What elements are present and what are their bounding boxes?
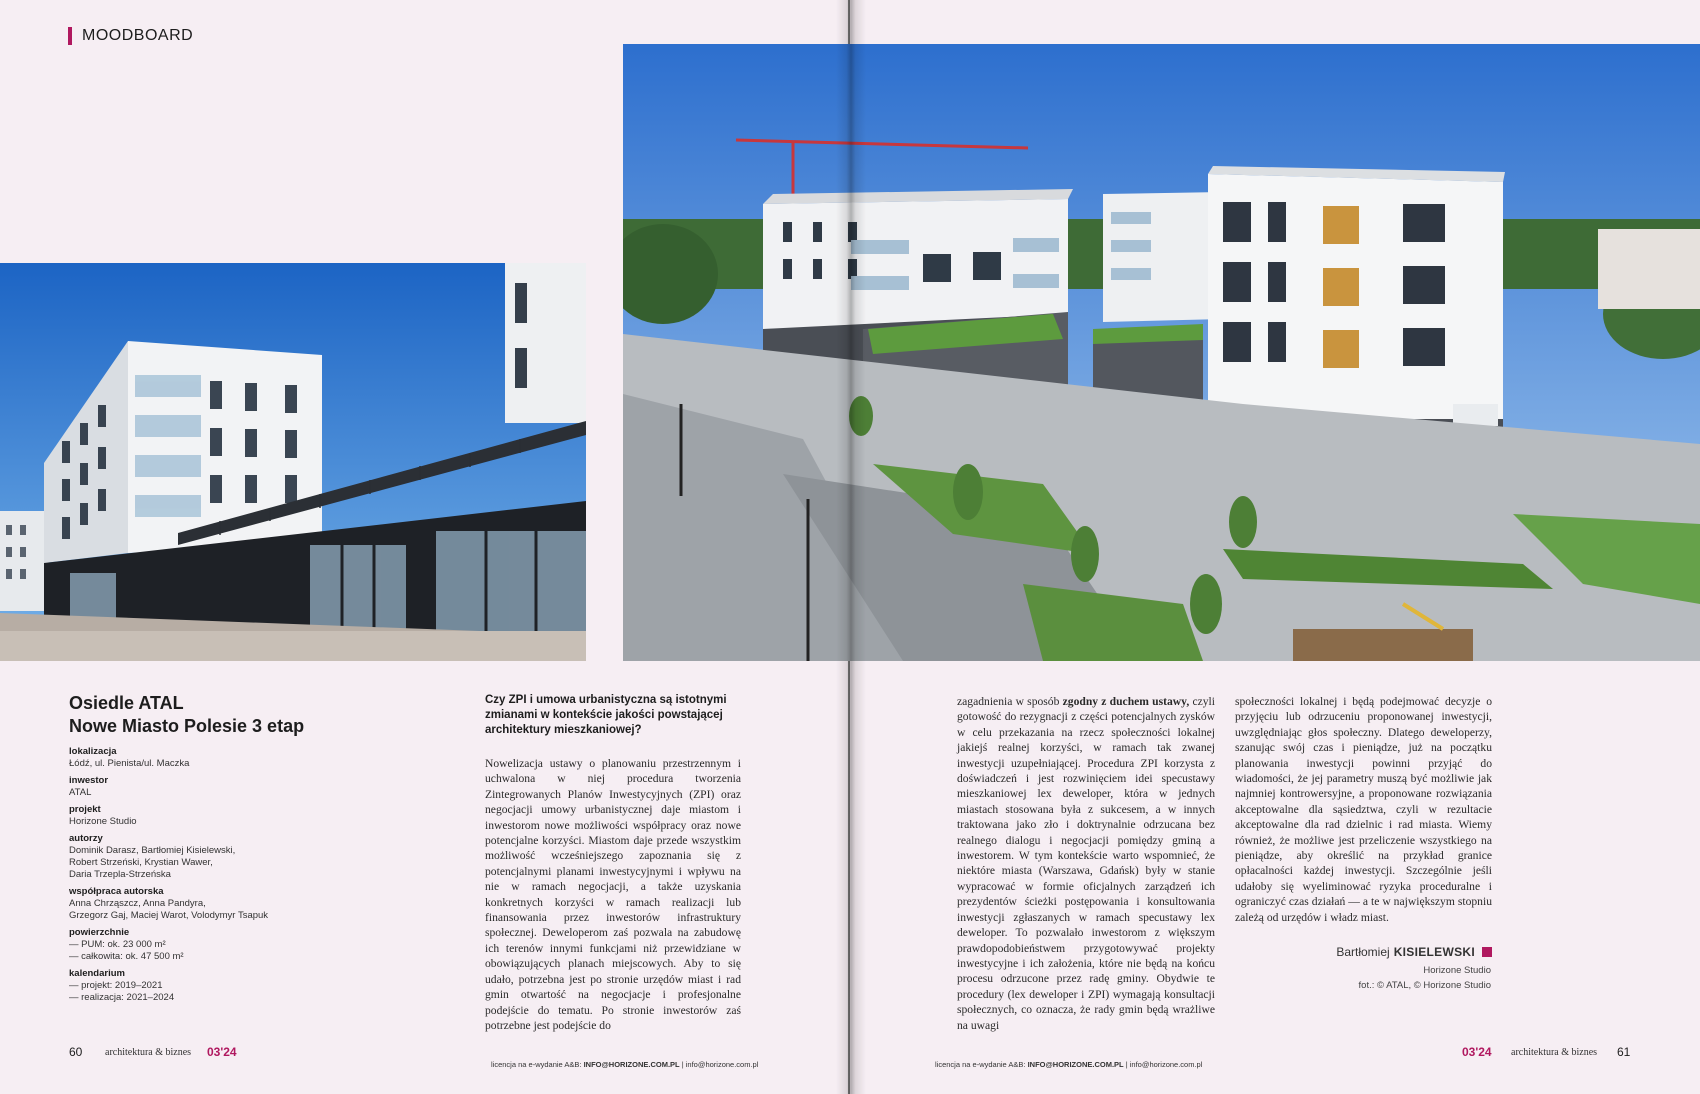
meta-location (69, 746, 349, 770)
meta-label: autorzy (69, 833, 103, 844)
page-number-right: 61 (1617, 1045, 1631, 1059)
meta-value: — projekt: 2019–2021 (69, 980, 163, 991)
meta-value: Dominik Darasz, Bartłomiej Kisielewski, (69, 845, 236, 856)
meta-value: — realizacja: 2021–2024 (69, 992, 175, 1003)
meta-label: kalendarium (69, 968, 125, 979)
meta-label: projekt (69, 804, 101, 815)
meta-value: Horizone Studio (69, 816, 137, 827)
license-email[interactable]: INFO@HORIZONE.COM.PL (1027, 1060, 1124, 1069)
meta-collaboration (69, 886, 349, 922)
author-last-name: KISIELEWSKI (1393, 945, 1475, 959)
meta-value: Daria Trzepla-Strzeńska (69, 869, 171, 880)
license-suffix: | info@horizone.com.pl (679, 1060, 759, 1069)
license-prefix: licencja na e-wydanie A&B: (491, 1060, 584, 1069)
building-photo-left (0, 263, 586, 661)
article-column-2 (957, 694, 1215, 1033)
license-prefix: licencja na e-wydanie A&B: (935, 1060, 1028, 1069)
article-column-1: Nowelizacja ustawy o planowaniu przestrzennym i uchwalona w niej procedura tworzenia Zintegrowanych Planów Inwestycyjnych (ZPI) oraz negocjacji umowy urbanistycznej daje miastom i inwestorom nowe możliwości współpracy oraz nowe potencjalne korzyści. Miastom daje przede wszystkim możliwość wcześniejszego zapoznania się z potencjalnymi planami inwestycyjnymi i wpływu na nie w ramach negocjacji, a także uzyskania konkretnych korzyści w ramach realizacji lub finansowania przez inwestorów infrastruktury społecznej. Deweloperom zaś pozwala na zabudowę ich terenów innymi funkcjami niż przewidziane w obowiązujących planach miejscowych. Aby to się udało, potrzebna jest po stronie urzędów miast i rad gmin otwartość na negocjacje i profesjonalne podejście do tematu. Po stronie inwestorów zaś potrzebne jest podejście do (485, 757, 741, 1032)
issue-number-left: 03'24 (207, 1045, 237, 1059)
meta-authors (69, 833, 349, 881)
author-accent-square (1482, 947, 1492, 957)
magazine-name-left: architektura & biznes (105, 1047, 192, 1058)
license-suffix: | info@horizone.com.pl (1123, 1060, 1203, 1069)
page-gutter-shadow (836, 0, 866, 1094)
section-label (68, 27, 193, 45)
author-first-name: Bartłomiej (1336, 945, 1390, 959)
meta-label: lokalizacja (69, 746, 117, 757)
meta-label: inwestor (69, 775, 109, 786)
author-organization: Horizone Studio (1423, 965, 1491, 976)
license-note-left (491, 1060, 758, 1069)
author-name (1235, 945, 1492, 959)
meta-value: — całkowita: ok. 47 500 m² (69, 951, 184, 962)
meta-label: współpraca autorska (69, 886, 164, 897)
article-column-3: społeczności lokalnej i będą podejmować decyzje o przyjęciu lub odrzuceniu proponowanej inwestycji, uwzględniając głos społeczny. Dlatego deweloperzy, szanując swój czas i pieniądze, już na początku planowania inwestycji powinni przyjąć do wiadomości, że jej parametry muszą być możliwie jak najmniej kontrowersyjne, a proponowane rozwiązania akceptowalne dla sąsiedztwa, czyli w rezultacie akceptowalne dla rad dzielnic i rad miasta. Wiemy również, że możliwe jest przeliczenie wszystkiego na pieniądze, aby określić na przykład granice opłacalności każdej inwestycji. Szczególnie jeśli udałoby się wyeliminować ryzyka proceduralne i ograniczyć czas działań — a te w największym stopniu zależą od urzędów i władz miast. (1235, 695, 1492, 924)
section-label-text: MOODBOARD (82, 27, 194, 44)
col2-text-start: zagadnienia w sposób (957, 695, 1063, 708)
issue-number-right: 03'24 (1462, 1045, 1492, 1059)
col2-text-bold: zgodny z duchem ustawy, (1062, 695, 1190, 708)
license-email[interactable]: INFO@HORIZONE.COM.PL (583, 1060, 680, 1069)
project-info (69, 692, 349, 1004)
photo-credit: fot.: © ATAL, © Horizone Studio (1358, 980, 1491, 991)
magazine-name-right: architektura & biznes (1511, 1047, 1598, 1058)
author-signature (1235, 945, 1492, 991)
meta-value: — PUM: ok. 23 000 m² (69, 939, 166, 950)
meta-calendar (69, 968, 349, 1004)
project-title: Osiedle ATAL (69, 693, 184, 713)
meta-label: powierzchnie (69, 927, 130, 938)
project-subtitle: Nowe Miasto Polesie 3 etap (69, 716, 305, 736)
aerial-courtyard-photo (623, 44, 1700, 661)
meta-investor (69, 775, 349, 799)
col2-text-rest: czyli gotowość do rezygnacji z części potencjalnych zysków w celu przekazania na rzecz społeczności lokalnej jakiejś realnej korzyści, w ramach tak zwanej inwestycji uzupełniającej. Procedura ZPI korzysta z doświadczeń i jest rozwinięciem idei specustawy mieszkaniowej lex deweloper, która w jednych miastach stosowana była z sukcesem, a w innych traktowana jako zło i doktrynalnie odrzucana bez realnego dialogu i negocjacji pomiędzy gminą a inwestorem. W tym kontekście warto wspomnieć, że niektóre miasta (Warszawa, Gdańsk) były w stanie wypracować w formie oficjalnych zarządzeń ich prezydentów ścieżki postępowania i konsultowania inwestycji zgłaszanych w ramach specustawy lex deweloper. To pozwalało inwestorom z większym prawdopodobieństwem przygotowywać projekty inwestycyjne i ich założenia, które nie będą na końcu procesu odrzucone przez radę gminy. Obydwie te procedury (lex deweloper i ZPI) wymagają konsultacji społecznych, co oznacza, że rady gmin będą wrażliwe na uwagi (957, 695, 1215, 1032)
page-number-left: 60 (69, 1045, 83, 1059)
license-note-right (935, 1060, 1202, 1069)
meta-value: Anna Chrząszcz, Anna Pandyra, (69, 898, 206, 909)
meta-areas (69, 927, 349, 963)
section-accent-bar (68, 27, 72, 45)
meta-value: ATAL (69, 787, 92, 798)
meta-project (69, 804, 349, 828)
meta-value: Grzegorz Gaj, Maciej Warot, Volodymyr Tsapuk (69, 910, 269, 921)
meta-value: Robert Strzeński, Krystian Wawer, (69, 857, 213, 868)
article-lead-question: Czy ZPI i umowa urbanistyczna są istotnymi zmianami w kontekście jakości powstającej architektury mieszkaniowej? (485, 694, 727, 736)
meta-value: Łódź, ul. Pienista/ul. Maczka (69, 758, 190, 769)
